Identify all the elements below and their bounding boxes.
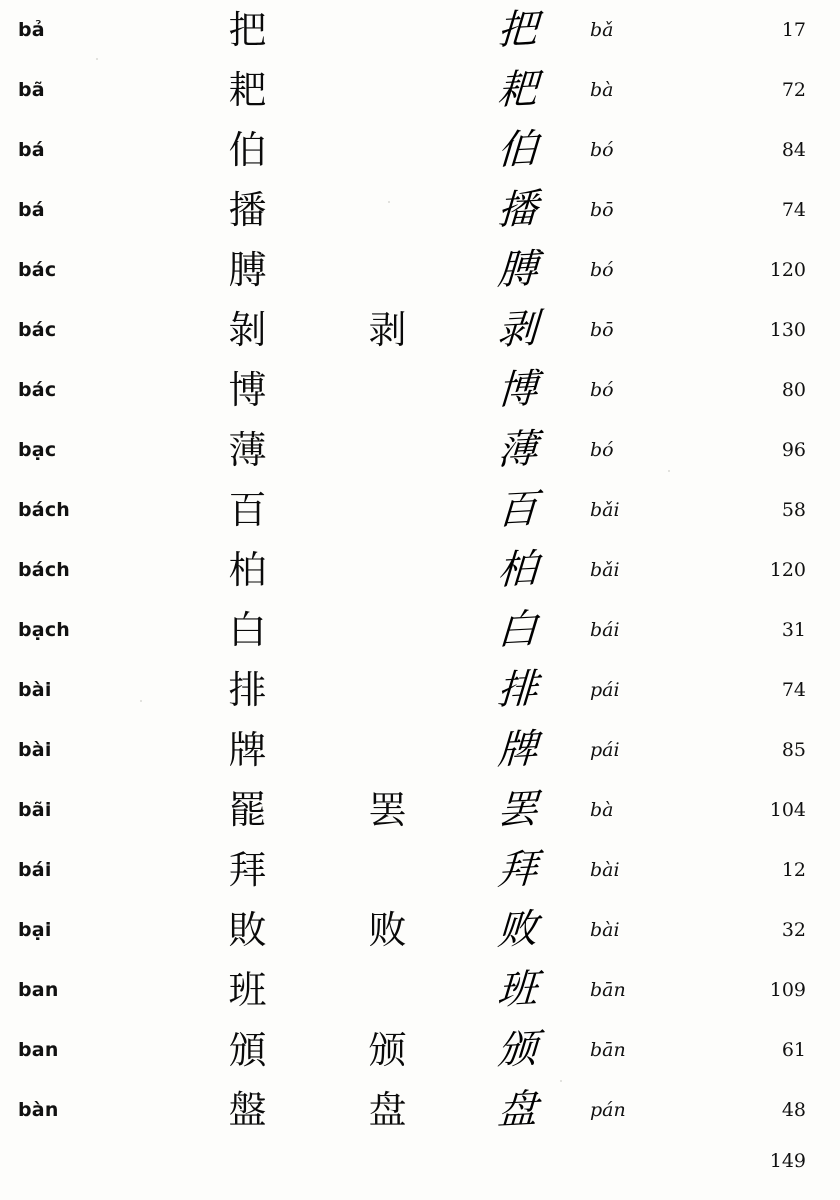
vietnamese-reading: bác	[18, 379, 57, 401]
vietnamese-reading: ban	[18, 979, 59, 1001]
traditional-character: 排	[228, 668, 267, 712]
vietnamese-reading: bả	[18, 19, 45, 41]
vietnamese-reading: bài	[18, 679, 52, 701]
page-reference: 72	[781, 79, 806, 101]
pinyin-reading: bó	[590, 379, 614, 401]
vietnamese-reading: bái	[18, 859, 52, 881]
paper-speck	[560, 1080, 562, 1082]
vietnamese-reading: bạc	[18, 439, 57, 461]
traditional-character: 牌	[228, 728, 267, 772]
vietnamese-reading: bác	[18, 319, 57, 341]
cursive-character: 盘	[496, 1085, 539, 1135]
traditional-character: 把	[228, 8, 267, 52]
page-reference: 58	[781, 499, 806, 521]
table-row	[0, 540, 840, 600]
cursive-character: 柏	[496, 545, 539, 595]
simplified-character	[320, 60, 455, 120]
vietnamese-reading: bài	[18, 739, 52, 761]
traditional-character: 百	[228, 488, 267, 532]
vietnamese-reading: ban	[18, 1039, 59, 1061]
vietnamese-reading: bách	[18, 559, 71, 581]
pinyin-reading: bǎi	[590, 499, 620, 521]
traditional-character: 柏	[228, 548, 267, 592]
cursive-character: 拜	[496, 845, 539, 895]
simplified-character	[320, 600, 455, 660]
traditional-character: 博	[228, 368, 267, 412]
simplified-character	[320, 120, 455, 180]
paper-speck	[668, 470, 670, 472]
page-reference: 48	[781, 1099, 806, 1121]
simplified-character	[320, 420, 455, 480]
page-reference: 12	[781, 859, 806, 881]
page-reference: 61	[781, 1039, 806, 1061]
table-row	[0, 1020, 840, 1080]
pinyin-reading: bō	[590, 319, 614, 341]
cursive-character: 把	[496, 5, 539, 55]
simplified-character	[320, 240, 455, 300]
cursive-character: 百	[496, 485, 539, 535]
cursive-character: 播	[496, 185, 539, 235]
cursive-character: 班	[496, 965, 539, 1015]
simplified-character	[320, 360, 455, 420]
simplified-character	[320, 0, 455, 60]
traditional-character: 剝	[228, 308, 267, 352]
cursive-character: 排	[496, 665, 539, 715]
pinyin-reading: pái	[590, 739, 620, 761]
cursive-character: 薄	[496, 425, 539, 475]
traditional-character: 敗	[228, 908, 267, 952]
simplified-character: 剥	[368, 308, 407, 352]
pinyin-reading: pái	[590, 679, 620, 701]
table-row	[0, 120, 840, 180]
vietnamese-reading: bãi	[18, 799, 52, 821]
page-reference: 32	[781, 919, 806, 941]
page-reference: 85	[781, 739, 806, 761]
page-reference: 120	[769, 259, 806, 281]
cursive-character: 罢	[496, 785, 539, 835]
simplified-character: 罢	[368, 788, 407, 832]
simplified-character	[320, 840, 455, 900]
vietnamese-reading: bạch	[18, 619, 71, 641]
traditional-character: 頒	[228, 1028, 267, 1072]
pinyin-reading: bà	[590, 79, 614, 101]
vietnamese-reading: bại	[18, 919, 52, 941]
pinyin-reading: bó	[590, 139, 614, 161]
traditional-character: 薄	[228, 428, 267, 472]
traditional-character: 播	[228, 188, 267, 232]
table-row	[0, 960, 840, 1020]
cursive-character: 膊	[496, 245, 539, 295]
traditional-character: 耙	[228, 68, 267, 112]
pinyin-reading: pán	[590, 1099, 626, 1121]
pinyin-reading: bái	[590, 619, 620, 641]
traditional-character: 班	[228, 968, 267, 1012]
page-reference: 80	[781, 379, 806, 401]
table-row	[0, 0, 840, 60]
table-row	[0, 240, 840, 300]
vietnamese-reading: bá	[18, 139, 45, 161]
page-reference: 84	[781, 139, 806, 161]
cursive-character: 博	[496, 365, 539, 415]
vietnamese-reading: bã	[18, 79, 45, 101]
simplified-character	[320, 180, 455, 240]
simplified-character: 败	[368, 908, 407, 952]
traditional-character: 拜	[228, 848, 267, 892]
pinyin-reading: bān	[590, 979, 626, 1001]
paper-speck	[140, 700, 142, 702]
simplified-character	[320, 540, 455, 600]
traditional-character: 罷	[228, 788, 267, 832]
page-reference: 31	[781, 619, 806, 641]
cursive-character: 颁	[496, 1025, 539, 1075]
traditional-character: 白	[228, 608, 267, 652]
paper-speck	[96, 58, 98, 60]
table-row	[0, 360, 840, 420]
vietnamese-reading: bá	[18, 199, 45, 221]
page-reference: 109	[769, 979, 806, 1001]
cursive-character: 败	[496, 905, 539, 955]
table-row	[0, 180, 840, 240]
simplified-character: 颁	[368, 1028, 407, 1072]
pinyin-reading: bó	[590, 439, 614, 461]
pinyin-reading: bài	[590, 919, 620, 941]
pinyin-reading: bō	[590, 199, 614, 221]
simplified-character	[320, 660, 455, 720]
pinyin-reading: bǎi	[590, 559, 620, 581]
page-reference: 96	[781, 439, 806, 461]
simplified-character	[320, 960, 455, 1020]
table-row	[0, 840, 840, 900]
page-reference: 104	[769, 799, 806, 821]
simplified-character	[320, 480, 455, 540]
table-row	[0, 720, 840, 780]
cursive-character: 耙	[496, 65, 539, 115]
paper-speck	[388, 201, 390, 203]
pinyin-reading: bài	[590, 859, 620, 881]
table-row	[0, 60, 840, 120]
table-row	[0, 900, 840, 960]
traditional-character: 伯	[228, 128, 267, 172]
table-row	[0, 780, 840, 840]
pinyin-reading: bǎ	[590, 19, 614, 41]
vietnamese-reading: bác	[18, 259, 57, 281]
vietnamese-reading: bách	[18, 499, 71, 521]
table-row	[0, 480, 840, 540]
table-row	[0, 600, 840, 660]
page-reference: 17	[781, 19, 806, 41]
simplified-character: 盘	[368, 1088, 407, 1132]
simplified-character	[320, 720, 455, 780]
table-row	[0, 420, 840, 480]
table-row	[0, 660, 840, 720]
cursive-character: 伯	[496, 125, 539, 175]
vietnamese-reading: bàn	[18, 1099, 59, 1121]
pinyin-reading: bān	[590, 1039, 626, 1061]
pinyin-reading: bó	[590, 259, 614, 281]
cursive-character: 白	[496, 605, 539, 655]
cursive-character: 剥	[496, 305, 539, 355]
pinyin-reading: bà	[590, 799, 614, 821]
traditional-character: 盤	[228, 1088, 267, 1132]
page-reference: 74	[781, 199, 806, 221]
footer-page-number: 149	[769, 1150, 806, 1172]
table-row	[0, 1080, 840, 1140]
cursive-character: 牌	[496, 725, 539, 775]
page-reference: 130	[769, 319, 806, 341]
traditional-character: 膊	[228, 248, 267, 292]
table-row	[0, 300, 840, 360]
page-reference: 74	[781, 679, 806, 701]
page-reference: 120	[769, 559, 806, 581]
